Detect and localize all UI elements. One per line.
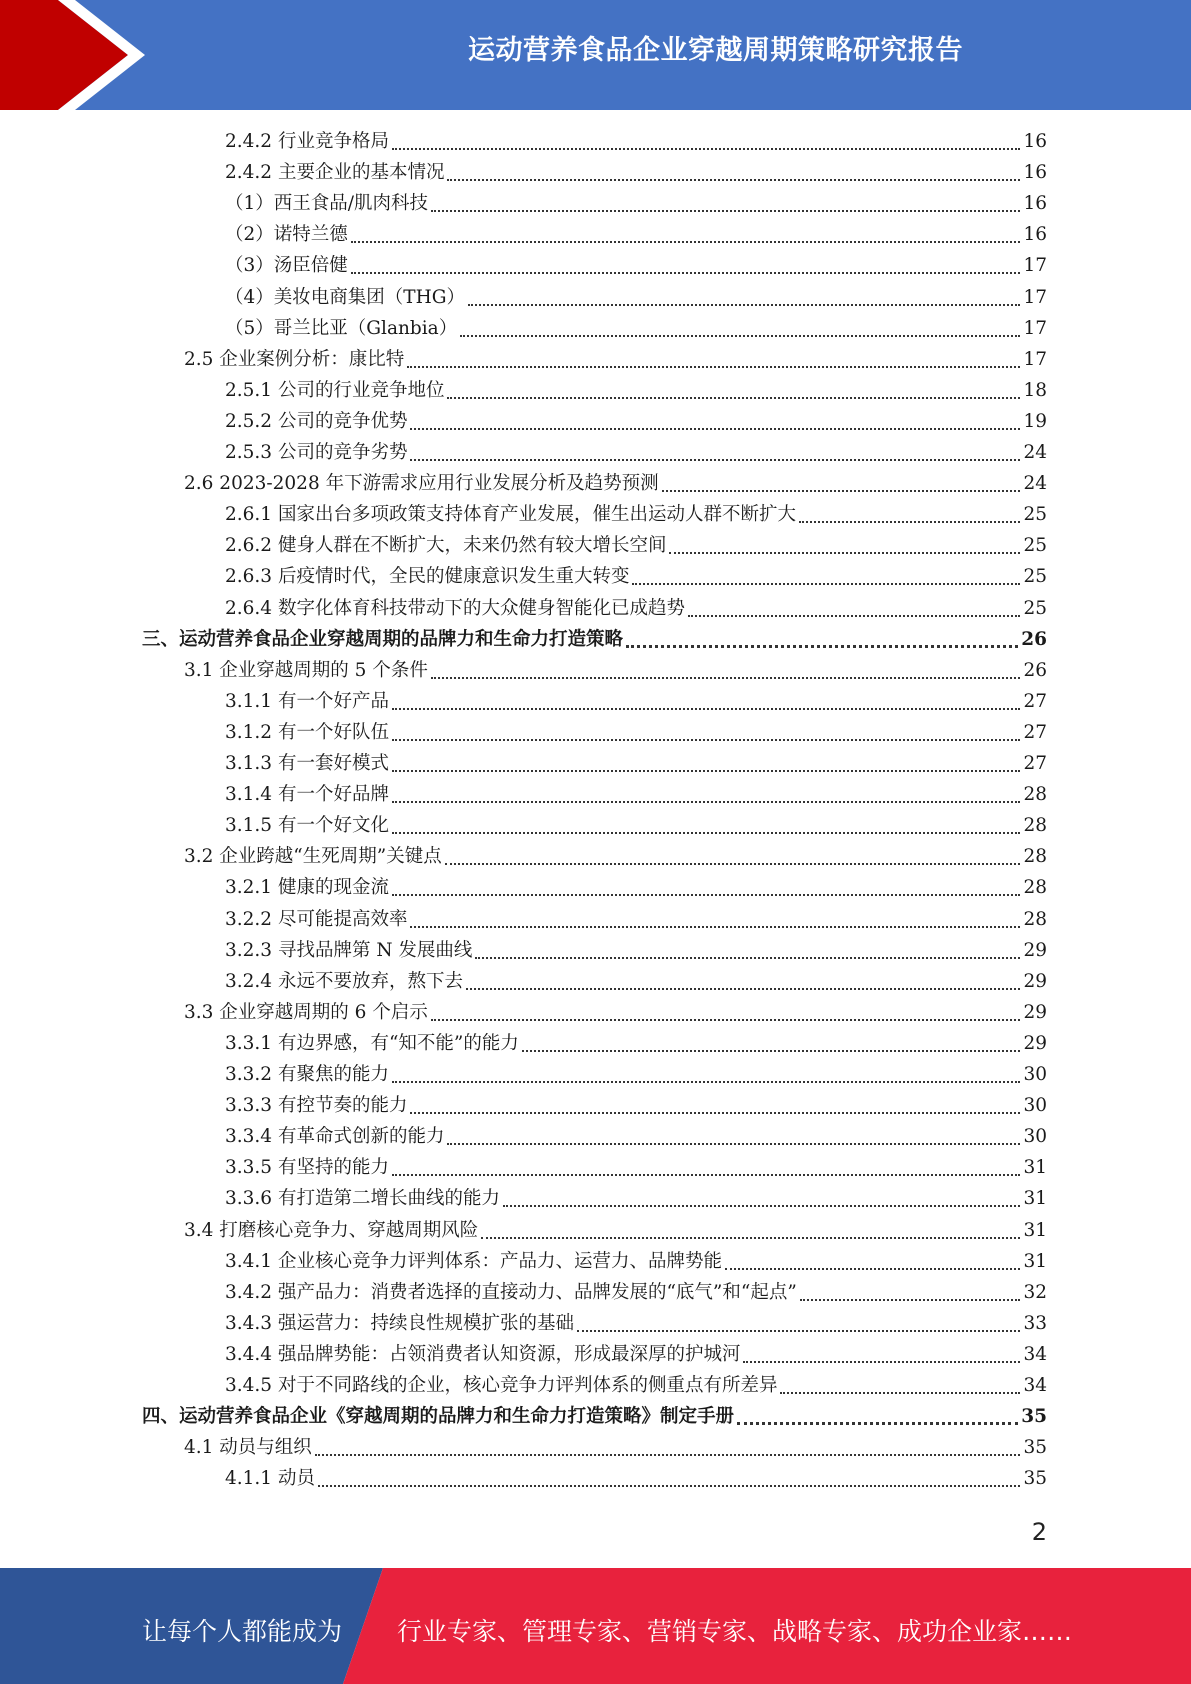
toc-dot-leader	[392, 769, 1020, 772]
toc-dot-leader	[407, 365, 1020, 368]
page-header	[0, 0, 1191, 110]
toc-dot-leader	[431, 209, 1020, 212]
toc-entry[interactable]	[184, 656, 1047, 686]
toc-entry[interactable]	[225, 376, 1047, 406]
toc-dot-leader	[503, 1204, 1020, 1207]
toc-dot-leader	[431, 1018, 1021, 1021]
toc-dot-leader	[445, 862, 1021, 865]
toc-entry[interactable]	[225, 127, 1047, 157]
toc-entry[interactable]	[225, 531, 1047, 561]
page-number: 2	[1031, 1518, 1047, 1546]
toc-entry-page: 35	[1021, 1406, 1047, 1428]
toc-entry-page: 18	[1023, 379, 1047, 401]
toc-entry[interactable]	[184, 1433, 1047, 1463]
toc-entry-title: （4）美妆电商集团（THG）	[225, 286, 466, 308]
toc-dot-leader	[447, 178, 1020, 181]
toc-dot-leader	[410, 427, 1020, 430]
toc-entry[interactable]	[225, 407, 1047, 437]
toc-entry-page: 29	[1023, 939, 1047, 961]
toc-entry-page: 30	[1023, 1095, 1047, 1117]
toc-entry[interactable]	[225, 936, 1047, 966]
toc-entry-title: 3.3.5 有坚持的能力	[225, 1157, 389, 1179]
toc-entry[interactable]	[225, 189, 1047, 219]
toc-dot-leader	[447, 1142, 1020, 1145]
toc-entry-title: 3.3.4 有革命式创新的能力	[225, 1126, 445, 1148]
toc-entry-title: 3.2.4 永远不要放弃，熬下去	[225, 970, 463, 992]
toc-entry-title: 3.3.2 有聚焦的能力	[225, 1064, 389, 1085]
toc-dot-leader	[351, 271, 1021, 274]
header-arrow-decoration	[0, 0, 160, 110]
toc-entry-title: 3.2.3 寻找品牌第 N 发展曲线	[225, 939, 473, 961]
toc-dot-leader	[392, 893, 1020, 896]
toc-entry-page: 35	[1023, 1468, 1047, 1490]
toc-entry-page: 24	[1023, 473, 1047, 495]
toc-dot-leader	[318, 1484, 1021, 1487]
toc-entry-title: 3.4.4 强品牌势能：占领消费者认知资源，形成最深厚的护城河	[225, 1343, 741, 1365]
toc-entry[interactable]	[225, 1371, 1047, 1401]
toc-dot-leader	[447, 396, 1020, 399]
toc-entry-title: 3.2 企业跨越“生死周期”关键点	[184, 846, 442, 868]
toc-entry-title: 2.5 企业案例分析：康比特	[184, 348, 405, 370]
toc-dot-leader	[688, 614, 1020, 617]
toc-entry-page: 28	[1023, 815, 1047, 837]
toc-entry[interactable]	[184, 469, 1047, 499]
toc-entry-page: 17	[1023, 348, 1047, 370]
toc-entry[interactable]	[225, 905, 1047, 935]
toc-entry-title: 3.4.1 企业核心竞争力评判体系：产品力、运营力、品牌势能	[225, 1250, 722, 1272]
toc-entry-title: 2.6.2 健身人群在不断扩大，未来仍然有较大增长空间	[225, 535, 667, 557]
toc-dot-leader	[475, 956, 1020, 959]
toc-entry-title: 3.1.5 有一个好文化	[225, 815, 389, 837]
toc-entry-page: 25	[1023, 504, 1047, 526]
toc-dot-leader	[780, 1391, 1020, 1394]
toc-entry-page: 29	[1023, 1032, 1047, 1054]
toc-entry-title: 2.5.3 公司的竞争劣势	[225, 442, 408, 463]
toc-entry-title: （3）汤臣倍健	[225, 255, 348, 277]
toc-entry-title: 3.3.3 有控节奏的能力	[225, 1095, 408, 1117]
toc-entry-title: 四、运动营养食品企业《穿越周期的品牌力和生命力打造策略》制定手册	[142, 1406, 735, 1428]
toc-entry-page: 34	[1023, 1343, 1047, 1365]
toc-entry-page: 27	[1023, 721, 1047, 743]
toc-entry-title: 3.1.1 有一个好产品	[225, 690, 389, 712]
toc-entry-title: 3.4.3 强运营力：持续良性规模扩张的基础	[225, 1312, 574, 1334]
toc-dot-leader	[392, 800, 1020, 803]
toc-entry-title: （1）西王食品/肌肉科技	[225, 193, 429, 215]
toc-dot-leader	[431, 676, 1021, 679]
toc-entry-title: 2.6.1 国家出台多项政策支持体育产业发展，催生出运动人群不断扩大	[225, 504, 796, 526]
toc-entry[interactable]	[225, 1309, 1047, 1339]
toc-entry-page: 17	[1023, 255, 1047, 277]
toc-entry[interactable]	[225, 500, 1047, 530]
toc-entry-title: 3.4.5 对于不同路线的企业，核心竞争力评判体系的侧重点有所差异	[225, 1375, 778, 1396]
toc-dot-leader	[392, 147, 1020, 150]
toc-entry-title: 3.3.1 有边界感，有“知不能”的能力	[225, 1032, 519, 1054]
toc-entry-title: 2.4.2 行业竞争格局	[225, 131, 389, 152]
toc-entry-title: 3.1.3 有一套好模式	[225, 753, 389, 774]
toc-entry-page: 30	[1023, 1064, 1047, 1085]
toc-entry-title: 2.6.3 后疫情时代，全民的健康意识发生重大转变	[225, 566, 630, 588]
toc-entry-title: 3.2.1 健康的现金流	[225, 877, 389, 899]
report-title: 运动营养食品企业穿越周期策略研究报告	[468, 35, 963, 66]
toc-dot-leader	[632, 582, 1020, 585]
toc-entry-page: 35	[1023, 1437, 1047, 1459]
toc-entry-page: 27	[1023, 753, 1047, 774]
toc-dot-leader	[799, 520, 1020, 523]
toc-dot-leader	[392, 738, 1020, 741]
toc-dot-leader	[743, 1360, 1020, 1363]
toc-entry-title: （2）诺特兰德	[225, 224, 348, 246]
toc-entry[interactable]	[225, 749, 1047, 779]
toc-dot-leader	[468, 303, 1020, 306]
toc-entry-page: 28	[1023, 784, 1047, 806]
toc-entry[interactable]	[225, 687, 1047, 717]
toc-entry-page: 34	[1023, 1375, 1047, 1396]
toc-entry-page: 31	[1023, 1157, 1047, 1179]
toc-dot-leader	[626, 644, 1018, 648]
toc-dot-leader	[315, 1453, 1021, 1456]
toc-entry-title: 3.3.6 有打造第二增长曲线的能力	[225, 1188, 500, 1210]
toc-entry-title: 2.4.2 主要企业的基本情况	[225, 162, 445, 184]
toc-entry-title: 3.4 打磨核心竞争力、穿越周期风险	[184, 1219, 479, 1241]
toc-entry[interactable]	[225, 1091, 1047, 1121]
toc-dot-leader	[410, 458, 1020, 461]
toc-dot-leader	[392, 1173, 1020, 1176]
toc-entry[interactable]	[225, 1247, 1047, 1277]
toc-entry-page: 29	[1023, 970, 1047, 992]
toc-dot-leader	[392, 1080, 1020, 1083]
toc-entry-page: 28	[1023, 908, 1047, 930]
toc-entry-page: 31	[1023, 1188, 1047, 1210]
toc-entry[interactable]	[225, 1278, 1047, 1308]
toc-dot-leader	[392, 831, 1020, 834]
toc-entry-page: 28	[1023, 846, 1047, 868]
toc-entry-page: 31	[1023, 1250, 1047, 1272]
toc-entry-title: 2.6 2023-2028 年下游需求应用行业发展分析及趋势预测	[184, 473, 659, 495]
toc-dot-leader	[466, 987, 1020, 990]
toc-entry-title: 2.6.4 数字化体育科技带动下的大众健身智能化已成趋势	[225, 597, 685, 619]
toc-entry[interactable]	[184, 842, 1047, 872]
toc-entry-title: 3.3 企业穿越周期的 6 个启示	[184, 1001, 428, 1023]
toc-dot-leader	[577, 1329, 1020, 1332]
toc-dot-leader	[351, 240, 1021, 243]
toc-entry[interactable]	[184, 345, 1047, 375]
toc-entry-title: 3.1 企业穿越周期的 5 个条件	[184, 659, 428, 681]
toc-entry[interactable]	[184, 1216, 1047, 1246]
toc-entry[interactable]	[225, 718, 1047, 748]
toc-entry-page: 33	[1023, 1312, 1047, 1334]
toc-entry-title: 三、运动营养食品企业穿越周期的品牌力和生命力打造策略	[142, 628, 624, 650]
toc-entry[interactable]	[225, 220, 1047, 250]
toc-entry-page: 24	[1023, 442, 1047, 463]
toc-entry-page: 16	[1023, 224, 1047, 246]
toc-entry[interactable]	[225, 967, 1047, 997]
toc-dot-leader	[522, 1049, 1021, 1052]
toc-entry-page: 26	[1023, 659, 1047, 681]
toc-dot-leader	[392, 707, 1020, 710]
footer-slogan-right: 行业专家、管理专家、营销专家、战略专家、成功企业家……	[397, 1617, 1073, 1646]
toc-entry-page: 29	[1023, 1001, 1047, 1023]
toc-dot-leader	[725, 1267, 1020, 1270]
toc-dot-leader	[800, 1298, 1021, 1301]
toc-entry-title: 4.1 动员与组织	[184, 1437, 312, 1459]
toc-entry-title: 2.5.1 公司的行业竞争地位	[225, 379, 445, 401]
toc-entry-page: 19	[1023, 410, 1047, 432]
toc-entry-title: 3.1.4 有一个好品牌	[225, 784, 389, 806]
toc-entry-title: 3.4.2 强产品力：消费者选择的直接动力、品牌发展的“底气”和“起点”	[225, 1281, 797, 1303]
toc-entry-title: 3.2.2 尽可能提高效率	[225, 908, 408, 930]
toc-entry[interactable]	[225, 1122, 1047, 1152]
toc-entry-page: 25	[1023, 566, 1047, 588]
toc-entry[interactable]	[225, 1153, 1047, 1183]
toc-entry-page: 17	[1023, 317, 1047, 339]
toc-entry[interactable]	[225, 438, 1047, 468]
toc-entry[interactable]	[225, 811, 1047, 841]
toc-dot-leader	[481, 1236, 1020, 1239]
toc-dot-leader	[410, 925, 1020, 928]
toc-entry-page: 27	[1023, 690, 1047, 712]
toc-entry-page: 30	[1023, 1126, 1047, 1148]
toc-entry[interactable]	[225, 251, 1047, 281]
toc-entry[interactable]	[225, 780, 1047, 810]
toc-entry[interactable]	[184, 998, 1047, 1028]
toc-entry-page: 26	[1021, 628, 1047, 650]
toc-entry[interactable]	[225, 1029, 1047, 1059]
toc-entry-page: 17	[1023, 286, 1047, 308]
toc-entry[interactable]	[225, 1060, 1047, 1090]
toc-dot-leader	[410, 1111, 1020, 1114]
toc-entry-title: （5）哥兰比亚（Glanbia）	[225, 317, 458, 339]
footer-slogan-left: 让每个人都能成为	[142, 1617, 343, 1646]
toc-entry-title: 3.1.2 有一个好队伍	[225, 721, 389, 743]
toc-entry-page: 28	[1023, 877, 1047, 899]
toc-entry-page: 25	[1023, 597, 1047, 619]
toc-dot-leader	[662, 489, 1021, 492]
toc-entry[interactable]	[225, 283, 1047, 313]
toc-entry[interactable]	[225, 594, 1047, 624]
toc-entry-title: 4.1.1 动员	[225, 1468, 315, 1490]
toc-entry[interactable]	[225, 873, 1047, 903]
toc-entry[interactable]	[225, 1464, 1047, 1494]
toc-entry-page: 16	[1023, 131, 1047, 152]
toc-entry-page: 32	[1023, 1281, 1047, 1303]
toc-entry[interactable]	[225, 158, 1047, 188]
toc-entry-page: 16	[1023, 193, 1047, 215]
page-footer	[0, 1568, 1191, 1684]
toc-entry[interactable]	[142, 1402, 1047, 1432]
toc-entry-title: 2.5.2 公司的竞争优势	[225, 410, 408, 432]
toc-dot-leader	[669, 551, 1020, 554]
toc-entry[interactable]	[142, 625, 1047, 655]
toc-entry-page: 16	[1023, 162, 1047, 184]
toc-dot-leader	[460, 334, 1020, 337]
toc-entry[interactable]	[225, 1184, 1047, 1214]
toc-entry[interactable]	[225, 562, 1047, 592]
toc-dot-leader	[737, 1421, 1018, 1425]
toc-entry[interactable]	[225, 1340, 1047, 1370]
toc-entry[interactable]	[225, 314, 1047, 344]
toc-entry-page: 25	[1023, 535, 1047, 557]
toc-entry-page: 31	[1023, 1219, 1047, 1241]
